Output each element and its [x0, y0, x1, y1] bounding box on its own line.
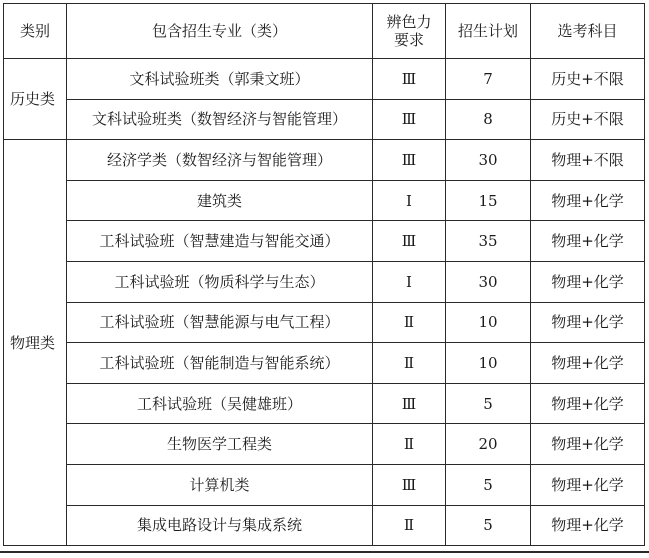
subjects-cell: 物理+化学 — [531, 343, 645, 384]
table-header-row — [4, 4, 645, 59]
plan-cell: 10 — [446, 343, 531, 384]
table-row — [4, 99, 645, 140]
header-color-line2: 要求 — [393, 31, 424, 49]
subjects-cell: 历史+不限 — [531, 99, 645, 140]
color-cell: Ⅲ — [373, 464, 446, 505]
major-cell: 工科试验班（智能制造与智能系统） — [67, 343, 373, 384]
table-row — [4, 383, 645, 424]
table-row — [4, 424, 645, 465]
major-cell: 计算机类 — [67, 464, 373, 505]
subjects-cell: 历史+不限 — [531, 59, 645, 100]
plan-cell: 5 — [446, 383, 531, 424]
plan-cell: 7 — [446, 59, 531, 100]
subjects-cell: 物理+化学 — [531, 302, 645, 343]
subjects-cell: 物理+不限 — [531, 140, 645, 181]
major-cell: 工科试验班（吴健雄班） — [67, 383, 373, 424]
major-cell: 文科试验班类（数智经济与智能管理） — [67, 99, 373, 140]
plan-cell: 8 — [446, 99, 531, 140]
plan-cell: 30 — [446, 261, 531, 302]
major-cell: 建筑类 — [67, 180, 373, 221]
subjects-cell: 物理+化学 — [531, 464, 645, 505]
color-cell: Ⅲ — [373, 383, 446, 424]
color-cell: Ⅲ — [373, 99, 446, 140]
admission-plan-table — [3, 3, 645, 546]
table-row — [4, 261, 645, 302]
subjects-cell: 物理+化学 — [531, 383, 645, 424]
header-subjects: 选考科目 — [531, 4, 645, 59]
table-row — [4, 343, 645, 384]
color-cell: Ⅰ — [373, 180, 446, 221]
color-cell: Ⅱ — [373, 343, 446, 384]
plan-cell: 10 — [446, 302, 531, 343]
major-cell: 工科试验班（智慧能源与电气工程） — [67, 302, 373, 343]
color-cell: Ⅲ — [373, 140, 446, 181]
category-cell: 物理类 — [4, 140, 67, 546]
plan-cell: 5 — [446, 464, 531, 505]
bottom-border — [0, 551, 649, 553]
subjects-cell: 物理+化学 — [531, 505, 645, 546]
table-row — [4, 59, 645, 100]
major-cell: 生物医学工程类 — [67, 424, 373, 465]
color-cell: Ⅲ — [373, 221, 446, 262]
table-row — [4, 505, 645, 546]
category-cell: 历史类 — [4, 59, 67, 140]
plan-cell: 5 — [446, 505, 531, 546]
table-row — [4, 464, 645, 505]
major-cell: 集成电路设计与集成系统 — [67, 505, 373, 546]
plan-cell: 35 — [446, 221, 531, 262]
table-row — [4, 221, 645, 262]
subjects-cell: 物理+化学 — [531, 180, 645, 221]
major-cell: 经济学类（数智经济与智能管理） — [67, 140, 373, 181]
subjects-cell: 物理+化学 — [531, 221, 645, 262]
header-color-line1: 辨色力 — [386, 13, 432, 31]
color-cell: Ⅰ — [373, 261, 446, 302]
header-majors: 包含招生专业（类） — [67, 4, 373, 59]
table-row — [4, 180, 645, 221]
major-cell: 文科试验班类（郭秉文班） — [67, 59, 373, 100]
table-row — [4, 140, 645, 181]
plan-cell: 15 — [446, 180, 531, 221]
header-plan: 招生计划 — [446, 4, 531, 59]
subjects-cell: 物理+化学 — [531, 424, 645, 465]
plan-cell: 20 — [446, 424, 531, 465]
major-cell: 工科试验班（物质科学与生态） — [67, 261, 373, 302]
header-category: 类别 — [4, 4, 67, 59]
color-cell: Ⅱ — [373, 424, 446, 465]
header-color-requirement — [373, 4, 446, 59]
color-cell: Ⅱ — [373, 302, 446, 343]
major-cell: 工科试验班（智慧建造与智能交通） — [67, 221, 373, 262]
table-row — [4, 302, 645, 343]
subjects-cell: 物理+化学 — [531, 261, 645, 302]
color-cell: Ⅲ — [373, 59, 446, 100]
plan-cell: 30 — [446, 140, 531, 181]
color-cell: Ⅱ — [373, 505, 446, 546]
